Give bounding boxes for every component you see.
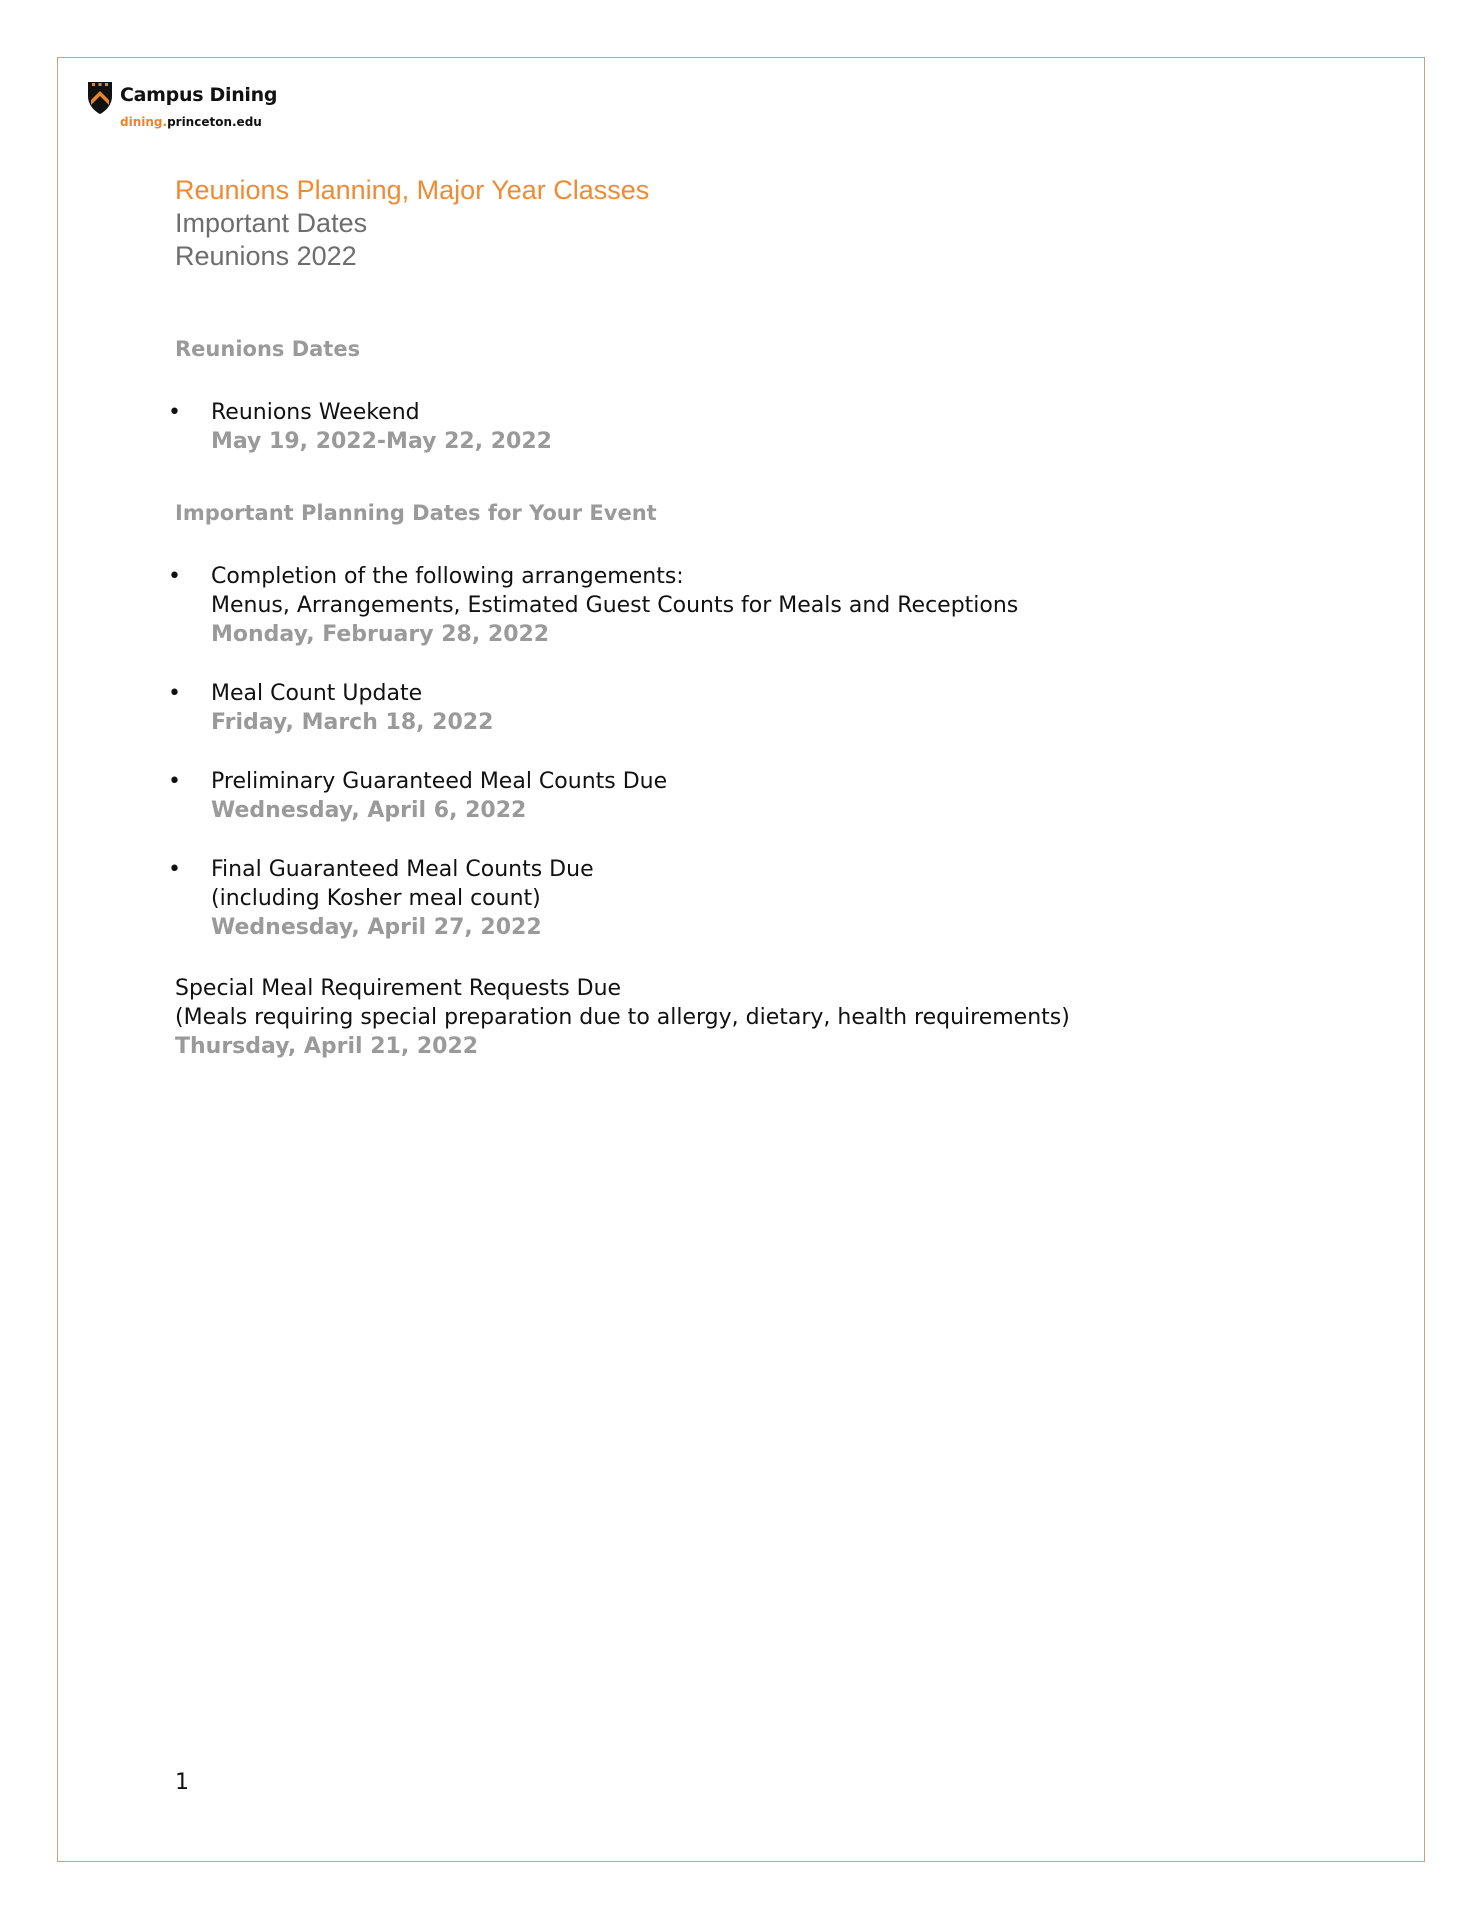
page-number: 1 [175,1770,189,1795]
document-subtitle: Important Dates [175,208,368,238]
logo-name: Campus Dining [120,84,278,106]
campus-dining-logo [86,80,306,136]
bullet: • [168,400,181,425]
princeton-shield-icon [86,80,114,116]
special-text-detail: (Meals requiring special preparation due to allergy, dietary, health requirements) [175,1005,1070,1030]
bullet: • [168,857,181,882]
item-date: Monday, February 28, 2022 [211,622,550,647]
item-date: Wednesday, April 27, 2022 [211,915,542,940]
logo-url [120,115,262,129]
list-item-final-counts [168,855,594,942]
item-text: Reunions Weekend [211,400,420,425]
item-date: Wednesday, April 6, 2022 [211,798,527,823]
item-date: Friday, March 18, 2022 [211,710,494,735]
list-item-preliminary-counts [168,767,668,825]
item-text-detail: (including Kosher meal count) [211,886,541,911]
title-block [175,174,649,273]
reunions-dates-heading: Reunions Dates [175,337,361,361]
page-border [57,57,1425,1862]
logo-url-rest: princeton.edu [167,115,262,129]
document-year: Reunions 2022 [175,241,357,271]
special-text: Special Meal Requirement Requests Due [175,976,622,1001]
planning-dates-heading: Important Planning Dates for Your Event [175,501,657,525]
list-item-reunions-weekend [168,398,552,456]
bullet: • [168,681,181,706]
item-text: Meal Count Update [211,681,423,706]
bullet: • [168,769,181,794]
special-date: Thursday, April 21, 2022 [175,1034,479,1059]
item-text: Completion of the following arrangements: [211,564,684,589]
item-text: Preliminary Guaranteed Meal Counts Due [211,769,668,794]
item-text-detail: Menus, Arrangements, Estimated Guest Counts for Meals and Receptions [211,593,1019,618]
special-meal-requests [175,974,1070,1061]
item-text: Final Guaranteed Meal Counts Due [211,857,594,882]
list-item-meal-count-update [168,679,494,737]
logo-url-accent: dining. [120,115,168,129]
list-item-arrangements [168,562,1019,649]
item-date: May 19, 2022-May 22, 2022 [211,429,552,454]
bullet: • [168,564,181,589]
document-title: Reunions Planning, Major Year Classes [175,175,650,205]
